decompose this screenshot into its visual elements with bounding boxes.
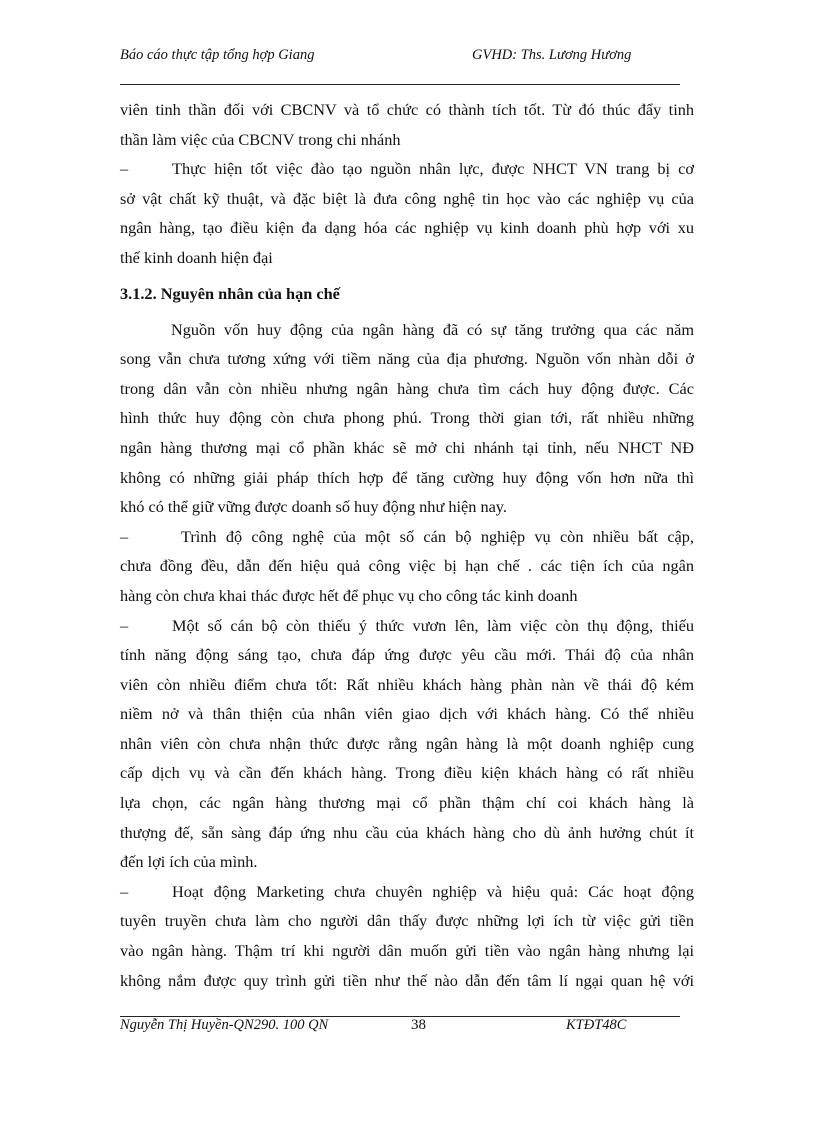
bullet-dash: – [120,881,129,901]
text-line [120,344,694,374]
line-text: niềm nở và thân thiện của nhân viên giao dịch với khách hàng. Có thể nhiều [120,704,694,724]
line-text: cấp dịch vụ và cần đến khách hàng. Trong điều kiện khách hàng có rất nhiều [120,763,694,783]
header-rule [120,84,680,85]
line-text: ngân hàng, tạo điều kiện đa dạng hóa các nghiệp vụ kinh doanh phù hợp với xu [120,218,694,238]
line-text: thần làm việc của CBCNV trong chi nhánh [120,129,401,149]
text-line [120,551,694,581]
text-line [120,611,694,641]
line-text: thế kinh doanh hiện đại [120,247,273,267]
text-line [120,640,694,670]
line-text: không có những giải pháp thích hợp để tăng cường huy động vốn hơn nữa thì [120,467,694,487]
text-line [120,213,694,243]
text-line [120,729,694,759]
line-text: Trình độ công nghệ của một số cán bộ nghiệp vụ còn nhiều bất cập, [172,526,694,546]
text-line [120,125,694,155]
line-text: Một số cán bộ còn thiếu ý thức vươn lên, làm việc còn thụ động, thiếu [172,615,694,635]
text-line [120,95,694,125]
line-text: viên tinh thần đối với CBCNV và tổ chức có thành tích tốt. Từ đó thúc đẩy tinh [120,100,694,119]
line-text: tuyên truyền chưa làm cho người dân thấy được những lợi ích từ việc gửi tiền [120,911,694,931]
line-text: Nguồn vốn huy động của ngân hàng đã có sự tăng trưởng qua các năm [171,319,694,339]
page-body [120,95,694,995]
line-text: vào ngân hàng. Thậm trí khi người dân muốn gửi tiền vào ngân hàng nhưng lại [120,941,694,961]
line-text: chưa đồng đều, dẫn đến hiệu quả công việc bị hạn chế . các tiện ích của ngân [120,556,694,576]
line-text: song vẫn chưa tương xứng với tiềm năng của địa phương. Nguồn vốn nhàn dỗi ở [120,349,694,369]
line-text: đến lợi ích của mình. [120,852,258,872]
section-heading: 3.1.2. Nguyên nhân của hạn chế [120,283,340,303]
text-line [120,758,694,788]
text-line [120,374,694,404]
text-line [120,492,694,522]
paragraph-block-1 [120,95,694,273]
line-text: tính năng động sáng tạo, chưa đáp ứng được yêu cầu mới. Thái độ của nhân [120,645,694,665]
text-line [120,315,694,345]
text-line [120,936,694,966]
line-text: không nắm được quy trình gửi tiền như thế nào dẫn đến tâm lí ngại quan hệ với [120,970,694,990]
text-line [120,818,694,848]
line-text: Hoạt động Marketing chưa chuyên nghiệp và hiệu quả: Các hoạt động [172,881,694,901]
text-line [120,154,694,184]
text-line [120,463,694,493]
text-line [120,522,694,552]
text-line [120,847,694,877]
text-line [120,699,694,729]
text-line [120,433,694,463]
bullet-dash: – [120,159,129,179]
text-line [120,966,694,996]
text-line [120,788,694,818]
text-line [120,184,694,214]
line-text: Thực hiện tốt việc đào tạo nguồn nhân lực, được NHCT VN trang bị cơ [172,159,694,179]
text-line [120,403,694,433]
bullet-dash: – [120,615,129,635]
line-text: nhân viên còn chưa nhận thức được rằng ngân hàng là một doanh nghiệp cung [120,733,694,753]
text-line [120,877,694,907]
line-text: ngân hàng thương mại cổ phần khác sẽ mở chi nhánh tại tỉnh, nếu NHCT NĐ [120,437,694,457]
line-text: hình thức huy động còn chưa phong phú. Trong thời gian tới, rất nhiều những [120,408,694,428]
line-text: lựa chọn, các ngân hàng thương mại cổ phần thậm chí coi khách hàng là [120,793,694,813]
bullet-dash: – [120,526,129,546]
page-number: 38 [411,1017,426,1033]
paragraph-block-2 [120,315,694,996]
text-line [120,670,694,700]
line-text: trong dân vẫn còn nhiều nhưng ngân hàng chưa tìm cách huy động được. Các [120,378,694,398]
footer-author: Nguyễn Thị Huyền-QN290. 100 QN [120,1017,329,1033]
footer-class: KTĐT48C [566,1017,627,1033]
text-line [120,581,694,611]
header-left: Báo cáo thực tập tổng hợp Giang [120,47,315,63]
line-text: thượng đế, sẵn sàng đáp ứng nhu cầu của khách hàng cho dù ảnh hưởng chút ít [120,822,694,842]
text-line [120,243,694,273]
header-right: GVHD: Ths. Lương Hương [472,47,632,63]
line-text: khó có thể giữ vững được doanh số huy động như hiện nay. [120,497,507,517]
text-line [120,906,694,936]
line-text: hàng còn chưa khai thác được hết để phục vụ cho công tác kinh doanh [120,585,578,605]
line-text: sở vật chất kỹ thuật, và đặc biệt là đưa công nghệ tin học vào các nghiệp vụ của [120,188,694,208]
line-text: viên còn nhiều điểm chưa tốt: Rất nhiều khách hàng phàn nàn về thái độ kém [120,674,694,694]
